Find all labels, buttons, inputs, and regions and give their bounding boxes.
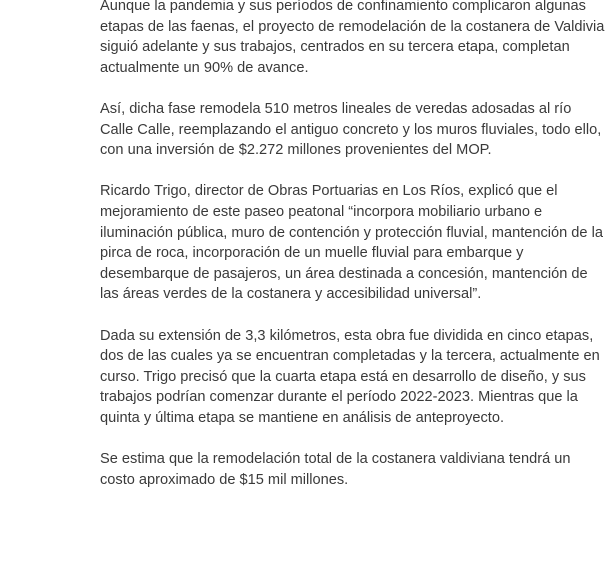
- article-paragraph: Así, dicha fase remodela 510 metros lineales de veredas adosadas al río Calle Calle, reemplazando el antiguo concreto y los muros fluviales, todo ello, con una inversión de $2.272 millones provenientes del MOP.: [100, 100, 602, 159]
- article-paragraph: Aunque la pandemia y sus períodos de confinamiento complicaron algunas etapas de las faenas, el proyecto de remodelación de la costanera de Valdivia siguió adelante y sus trabajos, centrados en su tercera etapa, completan actualmente un 90% de avance.: [100, 0, 605, 76]
- article-paragraph: Ricardo Trigo, director de Obras Portuarias en Los Ríos, explicó que el mejoramiento de este paseo peatonal “incorpora mobiliario urbano e iluminación pública, muro de contención y protección fluvial, mantención de la pirca de roca, incorporación de un muelle fluvial para embarque y desembarque de pasajeros, un área destinada a concesión, mantención de las áreas verdes de la costanera y accesibilidad universal”.: [100, 183, 603, 303]
- article-paragraph: Se estima que la remodelación total de la costanera valdiviana tendrá un costo aproximado de $15 mil millones.: [100, 451, 571, 488]
- article-body: [100, 0, 605, 490]
- article-paragraph: Dada su extensión de 3,3 kilómetros, esta obra fue dividida en cinco etapas, dos de las cuales ya se encuentran completadas y la tercera, actualmente en curso. Trigo precisó que la cuarta etapa está en desarrollo de diseño, y sus trabajos podrían comenzar durante el período 2022-2023. Mientras que la quinta y última etapa se mantiene en análisis de anteproyecto.: [100, 327, 600, 426]
